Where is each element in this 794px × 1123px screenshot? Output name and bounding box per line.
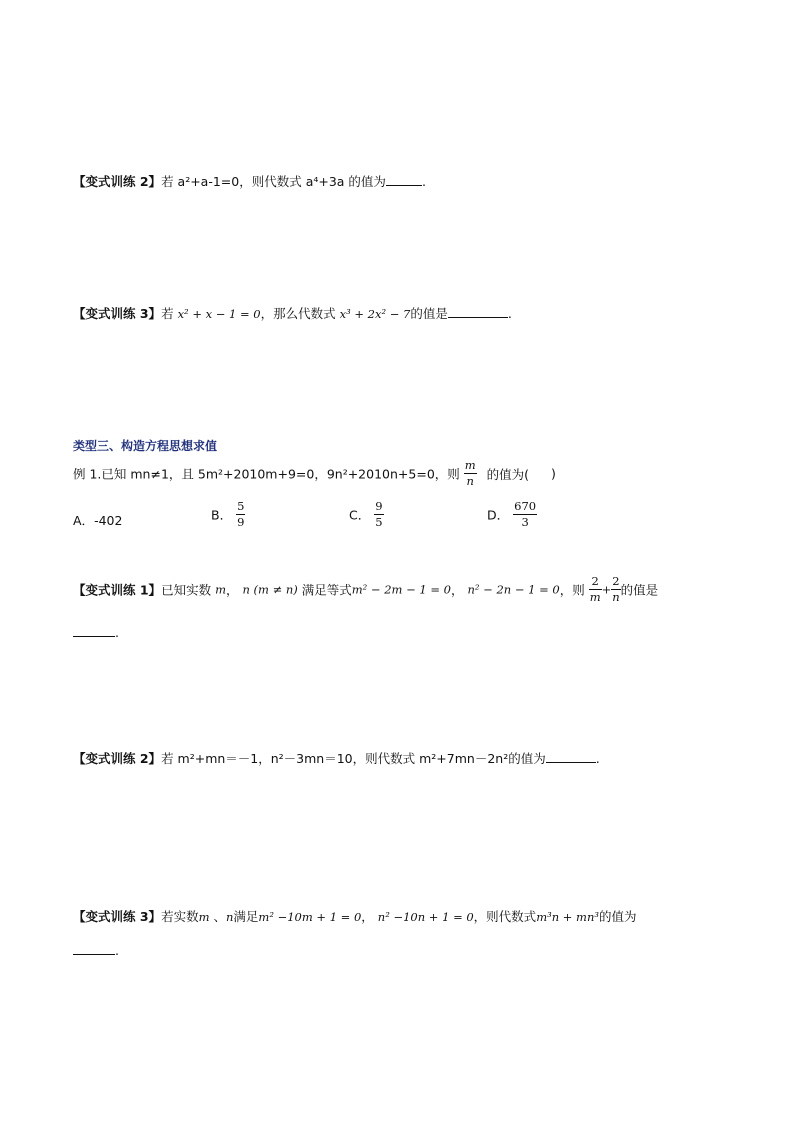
exercise-label: 【变式训练 1】 (73, 582, 162, 598)
equation: n² −10n + 1 = 0 (377, 910, 474, 924)
exercise-2-a: 【变式训练 2】若 a²+a-1=0，则代数式 a⁴+3a 的值为 . (73, 174, 426, 189)
option-b[interactable]: B． $\frac{5}{9}$ (211, 499, 245, 529)
equation: m² −10m + 1 = 0 (258, 910, 362, 924)
option-a[interactable]: A．-402 (73, 513, 123, 528)
example-text: 例 1.已知 mn≠1，且 5m²+2010m+9=0，9n²+2010n+5=0，则 (73, 466, 460, 482)
answer-blank (73, 624, 115, 637)
equation: x² + x − 1 = 0 (177, 307, 261, 321)
exercise-label: 【变式训练 2】 (73, 751, 162, 766)
exercise-2-b: 【变式训练 2】若 m²+mn＝－1，n²－3mn＝10，则代数式 m²+7mn－2n²的值为 . (73, 751, 600, 766)
option-c[interactable]: C． $\frac{9}{5}$ (349, 499, 383, 529)
answer-blank (386, 173, 422, 186)
fraction-2-over-n: $\frac{2}{n}$ (612, 574, 620, 604)
answer-blank (73, 942, 115, 955)
exercise-label: 【变式训练 3】 (73, 909, 162, 924)
exercise-label: 【变式训练 3】 (73, 306, 162, 321)
exercise-3-a: 【变式训练 3】若 x² + x − 1 = 0，那么代数式 x³ + 2x² − 7的值是 . (73, 306, 512, 321)
equation: n² − 2n − 1 = 0 (467, 582, 560, 597)
exercise-label: 【变式训练 2】 (73, 174, 162, 189)
expression: m³n + mn³ (536, 910, 599, 924)
fraction-2-over-m: $\frac{2}{m}$ (589, 574, 601, 604)
equation: m² − 2m − 1 = 0 (351, 582, 451, 597)
expression: x³ + 2x² − 7 (339, 307, 411, 321)
answer-blank (448, 305, 508, 318)
option-d[interactable]: D． $\frac{670}{3}$ (487, 499, 537, 529)
answer-line: . (73, 624, 119, 640)
options-row (73, 501, 673, 537)
fraction-m-over-n: $\frac{m}{n}$ (464, 458, 476, 488)
example-1: 例 1.已知 mn≠1，且 5m²+2010m+9=0，9n²+2010n+5=0，则 $\frac{m}{n}$ 的值为( ) (73, 458, 556, 488)
answer-blank (546, 750, 596, 763)
answer-line: . (73, 942, 119, 958)
exercise-1-b: 【变式训练 1】已知实数 m， n (m ≠ n) 满足等式m² − 2m − 1 = 0， n² − 2n − 1 = 0，则 $\frac{2}{m}$ + $\frac{2}{n}$ 的值是 (73, 574, 659, 604)
exercise-3-b: 【变式训练 3】若实数m 、n满足m² −10m + 1 = 0， n² −10n + 1 = 0，则代数式m³n + mn³的值为 (73, 909, 637, 924)
exercise-text: 若 a²+a-1=0，则代数式 a⁴+3a 的值为 (161, 174, 386, 189)
section-title: 类型三、构造方程思想求值 (73, 439, 218, 453)
